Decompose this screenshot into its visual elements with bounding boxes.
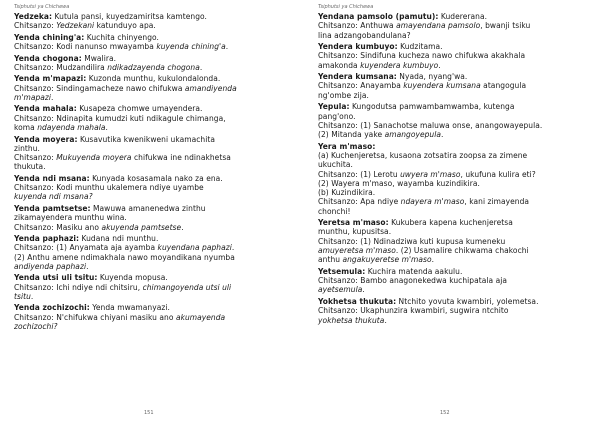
entry-text: Mwalira. [81, 53, 117, 63]
entry-text: Kuyenda mopusa. [97, 273, 168, 283]
entry-line [14, 243, 276, 252]
entry-text: . [438, 60, 441, 70]
entry-text: zinthu. [14, 143, 40, 153]
entry-headline [318, 42, 580, 51]
entry-line [318, 188, 580, 197]
example-phrase: chimangoyenda utsi uli [142, 282, 232, 292]
example-phrase: m'mapazi [14, 92, 52, 102]
entry-text: . [431, 255, 435, 265]
entry-text: . [105, 123, 108, 133]
entry-text: Chitsanzo: (1) Lerotu [318, 169, 401, 179]
entry-text: chifukwa ine ndinakhetsa [131, 153, 231, 163]
entry-text: Chitsanzo: Anayamba [318, 81, 404, 91]
entry-text: . [441, 130, 444, 140]
entry-headline [14, 74, 276, 83]
dictionary-entry [318, 102, 580, 139]
example-phrase: amandiyenda [184, 83, 237, 93]
entry-line [14, 213, 276, 222]
entry-line [318, 130, 580, 139]
entry-text: Kutula pansi, kuyedzamiritsa kamtengo. [52, 12, 207, 21]
entry-headline [14, 33, 276, 42]
entry-headline [318, 12, 580, 21]
entry-headline [14, 273, 276, 282]
entry-text: Kusavutika kwenikweni ukamachita [77, 134, 216, 144]
entry-text: . [51, 92, 54, 102]
entry-line [318, 112, 580, 121]
entry-text: Chitsanzo: Ukaphunzira kwambiri, sugwira ntchito [318, 306, 509, 316]
entry-term: Yenda mahala: [14, 104, 77, 114]
entry-text: . [181, 222, 184, 232]
entry-text: amakonda [318, 60, 361, 70]
entry-text: . [384, 315, 387, 325]
example-phrase: amangoyepula [384, 130, 442, 140]
entry-headline [14, 104, 276, 113]
entry-term: Yenda chining'a: [14, 32, 85, 42]
example-phrase: akumayenda [175, 312, 226, 322]
entry-text: Chitsanzo: (1) Ndinadziwa kuti kupusa kumeneku [318, 236, 506, 246]
entry-line [318, 51, 580, 60]
entry-text: Chitsanzo: (1) Sanachotse maluwa onse, anangowayepula. [318, 120, 543, 130]
entry-line [14, 93, 276, 102]
example-phrase: zochizochi? [14, 322, 58, 332]
entry-text: zikamayendera munthu wina. [14, 213, 127, 223]
dictionary-entry [14, 12, 276, 31]
entry-line [318, 151, 580, 160]
example-phrase: akuyenda pamtsetse [101, 222, 182, 232]
example-phrase: ndayenda mahala [37, 123, 106, 133]
entry-text: Kuchita chinyengo. [84, 32, 159, 42]
entry-headline [318, 102, 580, 111]
entry-line [14, 253, 276, 262]
entry-headline [14, 174, 276, 183]
entry-text: ukuchita. [318, 160, 353, 170]
entry-text: Chitsanzo: Ndinapita kumudzi kuti ndikagule chimanga, [14, 113, 226, 123]
right-page [300, 0, 600, 424]
dictionary-entry [318, 12, 580, 40]
dictionary-entry [318, 297, 580, 325]
entry-line [14, 42, 276, 51]
entry-text: (b) Kuzindikira. [318, 188, 376, 198]
example-phrase: kuyenda ndi msana? [14, 192, 93, 202]
entry-term: Yenda moyera: [14, 134, 78, 144]
entry-line [318, 306, 580, 315]
entry-term: Yeretsa m'maso: [318, 218, 389, 228]
entry-line [14, 63, 276, 72]
dictionary-entry [318, 267, 580, 295]
dictionary-entry [14, 303, 276, 331]
entry-text: Yenda mwamanyazi. [89, 303, 170, 313]
entry-text: Chitsanzo: Sindingamacheze nawo chifukwa [14, 83, 185, 93]
example-phrase: amayendana pamsolo [396, 21, 481, 31]
example-phrase: Mukuyenda moyera [56, 153, 132, 163]
entry-text: koma [14, 123, 38, 133]
entry-text: , ukufuna kulira eti? [460, 169, 536, 179]
entry-text: (a) Kuchenjeretsa, kusaona zotsatira zoopsa za zimene [318, 150, 528, 160]
example-phrase: kuyendera kumsana [403, 81, 481, 91]
entry-term: Yenda pamtsetse: [14, 203, 91, 213]
example-phrase: ayetsemula [318, 285, 363, 295]
entry-line [318, 255, 580, 264]
entry-line [318, 316, 580, 325]
dictionary-entry [14, 104, 276, 132]
entry-text: Chitsanzo: Apa ndiye [318, 197, 401, 207]
entry-headline [14, 303, 276, 312]
entry-term: Yedzeka: [14, 12, 53, 21]
entry-headline [318, 297, 580, 306]
entry-line [14, 283, 276, 292]
entry-headline [318, 218, 580, 227]
entry-headline [318, 72, 580, 81]
entry-text: . [86, 261, 89, 271]
entry-text: Kudererana. [438, 12, 488, 21]
example-phrase: ndayera m'maso [400, 197, 465, 207]
example-phrase: yokhetsa thukuta [318, 315, 385, 325]
example-phrase: kuyenda chining'a [156, 42, 226, 52]
entry-line [318, 81, 580, 90]
entry-text: Kukubera kapena kuchenjeretsa [388, 218, 513, 228]
example-phrase: Yedzekani [56, 21, 95, 31]
entry-text: Kudana ndi munthu. [79, 234, 159, 244]
entry-text: anthu [318, 255, 343, 265]
entry-text: Ntchito yovuta kwambiri, yolemetsa. [396, 296, 539, 306]
entry-text: , kani zimayenda [464, 197, 530, 207]
entry-text: (2) Mitanda yake [318, 130, 385, 140]
example-phrase: uwyera m'maso [400, 169, 461, 179]
entry-line [14, 114, 276, 123]
entry-line [318, 160, 580, 169]
entry-text: Chitsanzo: (1) Anyamata aja ayamba [14, 243, 158, 253]
dictionary-entry [318, 42, 580, 70]
entry-headline [318, 267, 580, 276]
entry-line [318, 61, 580, 70]
entry-text: Chitsanzo: [14, 153, 57, 163]
example-phrase: tsitu [14, 292, 31, 301]
entry-headline [14, 135, 276, 144]
page-number: 152 [440, 410, 450, 416]
example-phrase: angakuyeretse m'maso [342, 255, 432, 265]
dictionary-entry [14, 54, 276, 73]
entry-text: Kuzonda munthu, kukulondalonda. [86, 74, 221, 84]
dictionary-entry [318, 218, 580, 264]
entry-line [318, 21, 580, 30]
entry-text: Chitsanzo: [14, 21, 57, 31]
entry-line [318, 179, 580, 188]
entry-text: . [231, 243, 235, 253]
entry-text: Chitsanzo: Bambo anagonekedwa kuchipatala aja [318, 276, 508, 286]
entry-text: , bwanji tsiku [480, 21, 531, 31]
entry-text: Kuchira matenda aakulu. [365, 266, 463, 276]
dictionary-entry [14, 273, 276, 301]
entry-term: Yepula: [318, 102, 350, 112]
entry-text: Mawuwa amanenedwa zinthu [90, 203, 206, 213]
entry-term: Yenda paphazi: [14, 234, 80, 244]
entry-list [14, 12, 276, 334]
entry-line [318, 227, 580, 236]
dictionary-entry [14, 135, 276, 172]
entry-headline [318, 142, 580, 151]
entry-term: Yenda chogona: [14, 53, 82, 63]
entry-line [14, 84, 276, 93]
entry-term: Yetsemula: [318, 266, 366, 276]
entry-text: . [30, 292, 34, 301]
dictionary-entry [14, 204, 276, 232]
entry-term: Yenda m'mapazi: [14, 74, 87, 84]
entry-line [318, 197, 580, 206]
entry-text: lina adzangobandulana? [318, 30, 411, 40]
entry-line [318, 237, 580, 246]
entry-term: Yendana pamsolo (pamutu): [318, 12, 439, 21]
entry-line [14, 292, 276, 301]
entry-text: Nyada, nyang'wa. [396, 72, 468, 82]
entry-headline [14, 12, 276, 21]
entry-headline [14, 204, 276, 213]
entry-line [14, 262, 276, 271]
entry-text: thukuta. [14, 162, 46, 172]
entry-term: Yokhetsa thukuta: [318, 296, 397, 306]
entry-text: Kudzitama. [397, 42, 443, 52]
entry-term: Yera m'maso: [318, 141, 376, 151]
entry-text: Chitsanzo: Mudzandilira [14, 62, 108, 72]
dictionary-entry [318, 72, 580, 100]
dictionary-entry [14, 174, 276, 202]
entry-line [318, 276, 580, 285]
entry-text: atangogula [480, 81, 527, 91]
entry-text: Chitsanzo: Kodi nanunso mwayamba [14, 42, 157, 52]
entry-headline [14, 54, 276, 63]
entry-line [14, 123, 276, 132]
entry-text: pang'ono. [318, 111, 356, 121]
entry-text: . [362, 285, 365, 295]
entry-text: Chitsanzo: Kodi munthu ukalemera ndiye uyambe [14, 183, 204, 193]
entry-line [318, 246, 580, 255]
entry-text: . (2) Usamalire chikwama chakochi [395, 246, 529, 256]
entry-line [318, 121, 580, 130]
dictionary-entry [14, 74, 276, 102]
entry-list [318, 12, 580, 327]
entry-text: Chitsanzo: Ichi ndiye ndi chitsiru, [14, 282, 143, 292]
entry-text: Kunyada kosasamala nako za ena. [89, 173, 223, 183]
entry-line [14, 144, 276, 153]
entry-text: (2) Anthu amene ndimakhala nawo moyandikana nyumba [14, 252, 235, 262]
entry-text: . [199, 62, 203, 72]
entry-text: Chitsanzo: N'chifukwa chiyani masiku ano [14, 312, 176, 322]
entry-text: . [225, 42, 229, 52]
entry-text: chonchi! [318, 206, 351, 216]
example-phrase: kuyendana paphazi [157, 243, 232, 253]
entry-line [14, 322, 276, 331]
example-phrase: kuyendera kumbuyo [360, 60, 439, 70]
entry-line [318, 170, 580, 179]
entry-text: ng'ombe zija. [318, 90, 369, 100]
entry-line [14, 313, 276, 322]
dictionary-entry [318, 142, 580, 216]
entry-text: munthu, kupusitsa. [318, 227, 392, 237]
entry-line [318, 285, 580, 294]
dictionary-entry [14, 33, 276, 52]
running-head: Tsiphutsi ya Chichewa [14, 4, 70, 10]
entry-line [14, 223, 276, 232]
example-phrase: amuyeretsa m'maso [318, 246, 396, 256]
entry-text: Chitsanzo: Sindifuna kucheza nawo chifukwa akakhala [318, 51, 526, 61]
entry-term: Yenda ndi msana: [14, 173, 90, 183]
entry-text: Kungodutsa pamwambamwamba, kutenga [349, 102, 515, 112]
example-phrase: andiyenda paphazi [14, 261, 87, 271]
entry-line [318, 31, 580, 40]
entry-line [318, 207, 580, 216]
entry-text: Kusapeza chomwe umayendera. [76, 104, 203, 114]
entry-line [14, 162, 276, 171]
entry-line [14, 192, 276, 201]
example-phrase: ndikadzayenda chogona [107, 62, 200, 72]
entry-headline [14, 234, 276, 243]
entry-line [14, 183, 276, 192]
entry-term: Yenda utsi uli tsitu: [14, 273, 98, 283]
entry-line [14, 153, 276, 162]
entry-text: Chitsanzo: Masiku ano [14, 222, 102, 232]
entry-line [318, 91, 580, 100]
entry-term: Yenda zochizochi: [14, 303, 90, 313]
entry-term: Yendera kumbuyo: [318, 42, 398, 52]
dictionary-entry [14, 234, 276, 271]
page-number: 151 [144, 410, 154, 416]
running-head: Tsiphutsi ya Chichewa [318, 4, 374, 10]
entry-text: katunduyo apa. [94, 21, 156, 31]
entry-text: (2) Wayera m'maso, wayamba kuzindikira. [318, 178, 480, 188]
entry-text: Chitsanzo: Anthuwa [318, 21, 397, 31]
entry-term: Yendera kumsana: [318, 72, 397, 82]
entry-line [14, 21, 276, 30]
